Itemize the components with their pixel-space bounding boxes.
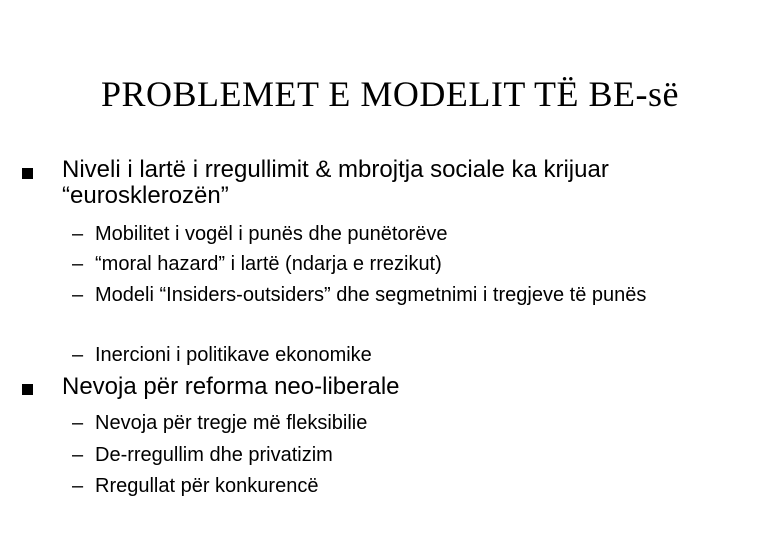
bullet-square-icon xyxy=(22,384,33,395)
bullet-square-icon xyxy=(22,168,33,179)
sub-bullet-text: Rregullat për konkurencë xyxy=(95,475,319,497)
dash-icon: – xyxy=(72,344,84,366)
sub-bullet-text: Mobilitet i vogël i punës dhe punëtorëve xyxy=(95,223,448,245)
sub-bullet-text: “moral hazard” i lartë (ndarja e rrezikut) xyxy=(95,253,442,275)
sub-bullet-text: Inercioni i politikave ekonomike xyxy=(95,344,372,366)
dash-icon: – xyxy=(72,444,84,466)
slide-title: PROBLEMET E MODELIT TË BE-së xyxy=(101,74,679,114)
sub-bullet-text: De-rregullim dhe privatizim xyxy=(95,444,333,466)
dash-icon: – xyxy=(72,284,84,306)
dash-icon: – xyxy=(72,412,84,434)
dash-icon: – xyxy=(72,475,84,497)
bullet-1-text: Niveli i lartë i rregullimit & mbrojtja sociale ka krijuar “eurosklerozën” xyxy=(62,156,609,209)
sub-bullet-text: Modeli “Insiders-outsiders” dhe segmetnimi i tregjeve të punës xyxy=(95,284,647,306)
dash-icon: – xyxy=(72,223,84,245)
bullet-2-text: Nevoja për reforma neo-liberale xyxy=(62,373,400,400)
dash-icon: – xyxy=(72,253,84,275)
sub-bullet-text: Nevoja për tregje më fleksibilie xyxy=(95,412,368,434)
